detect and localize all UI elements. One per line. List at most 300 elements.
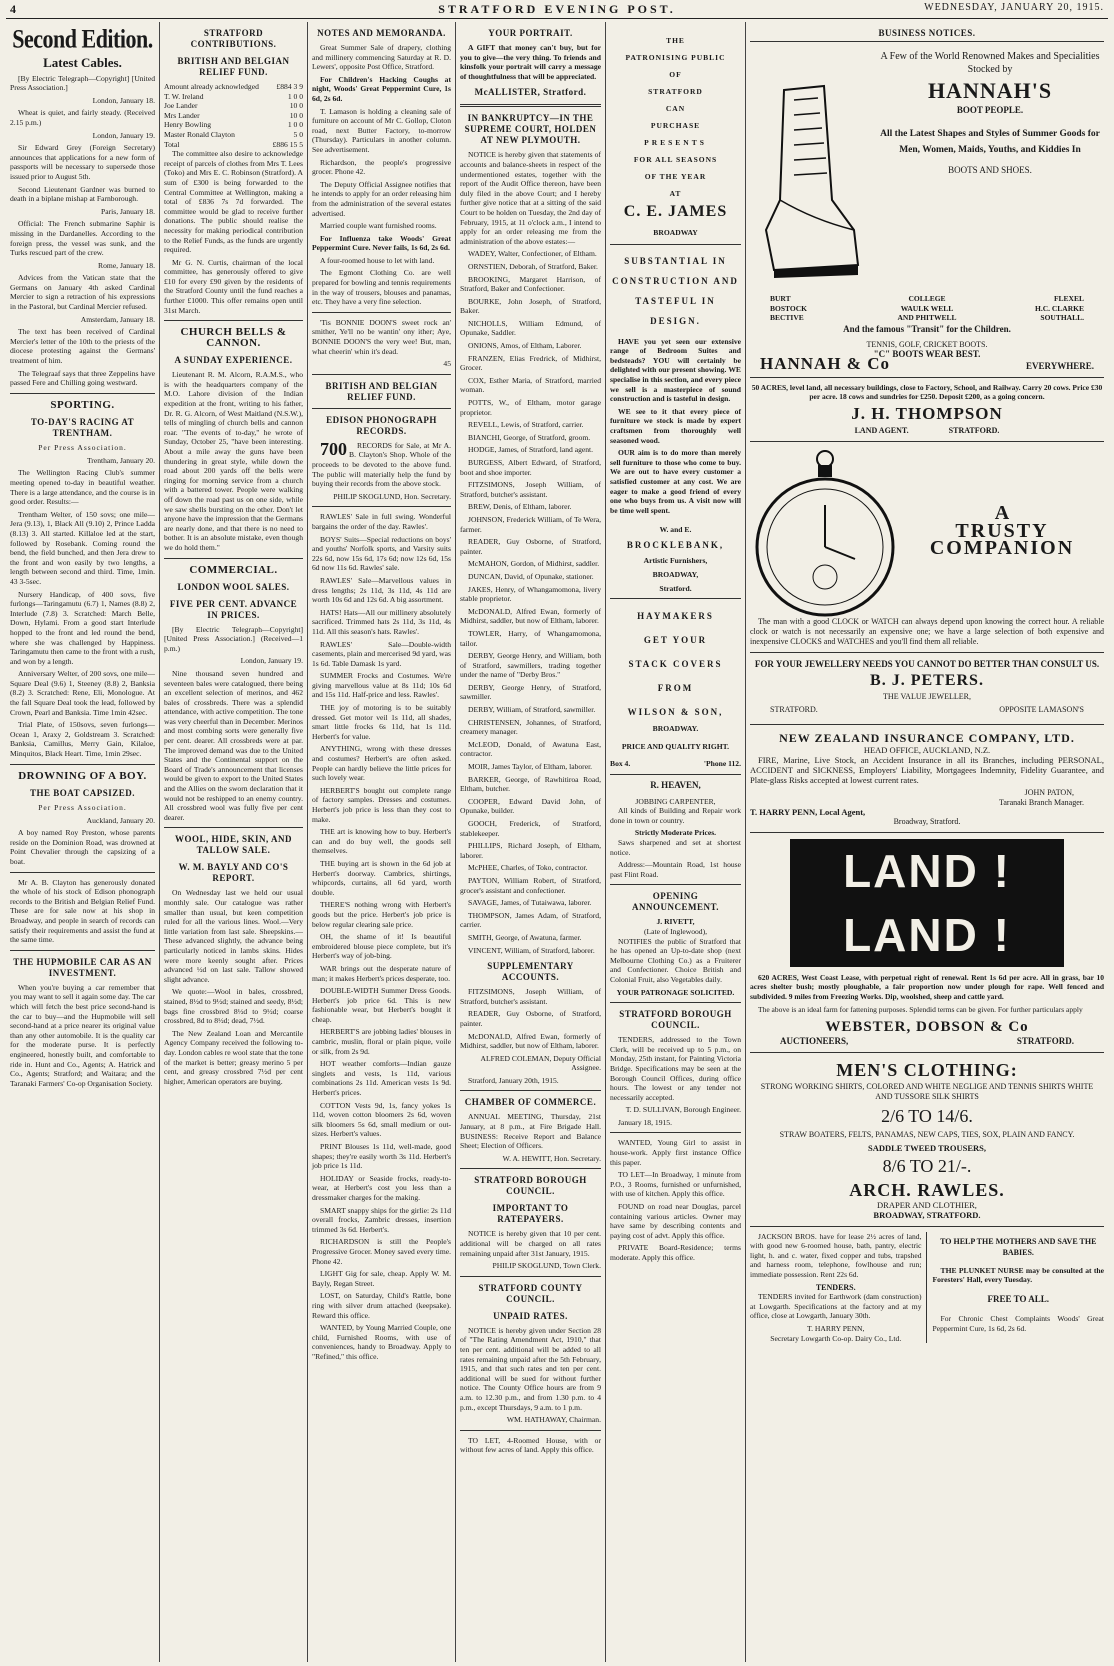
ratepayers-heading: IMPORTANT TO RATEPAYERS. <box>492 1203 569 1225</box>
column-5 <box>606 22 746 1662</box>
ad-line: HAYMAKERS <box>637 611 714 622</box>
classified-ad: PRIVATE Board-Residence; terms moderate. Apply this office. <box>610 1243 741 1262</box>
relief-fund-heading: BRITISH AND BELGIAN RELIEF FUND. <box>325 380 438 402</box>
business-notices-heading: BUSINESS NOTICES. <box>750 28 1104 42</box>
bankrupt-name: FITZSIMONS, Joseph William, of Stratford, butcher's assistant. <box>460 480 601 499</box>
divider <box>312 374 451 375</box>
press-credit: Per Press Association. <box>38 802 127 812</box>
dateline: London, January 19. <box>92 130 155 140</box>
bayly-heading: W. M. BAYLY AND CO'S REPORT. <box>178 862 289 884</box>
bonnie-doon-verse: 'Tis BONNIE DOON'S sweet rock an' smither, Ye'll no be wantin' ony ither; Aye, BONNIE DOON'S the very wee! But, man, what cheerin' whin it's dead. <box>312 317 451 356</box>
bankrupt-name: DERBY, George Henry, and William, both of Stratford, sawmillers, trading together under the name of "Derby Bros." <box>460 651 601 680</box>
classified-ad: HATS! Hats—All our millinery absolutely sacrificed. Trimmed hats 2s 11d, 3s 11d, 4s 11d. All this season's hats. Rawles'. <box>312 607 451 636</box>
divider <box>610 1132 741 1133</box>
divider <box>610 774 741 775</box>
divider <box>610 598 741 599</box>
penn-agent: T. HARRY PENN, Local Agent, <box>750 806 866 817</box>
cboots-line: "C" BOOTS WEAR BEST. <box>873 348 981 359</box>
wool-text: Nine thousand seven hundred and seventeen bales were catalogued, there being an excellent selection of merinos, and 462 bales of crossbreds. There was a splendid attendance, with active competition. The tone was very cheerful than in December. Merinos and most combing sorts were generally five per cent. dearer. All crossbreds were at par. The improved demand was due to the United States and the Continental support on the Board of Trade's announcement that licenses would be given to export to the United States and the Allies on the sworn declaration that it would not be reshipped to an enemy country. All crossbred wool was fully five per cent dearer. <box>164 668 303 822</box>
bankrupt-name: SMITH, George, of Awatuna, farmer. <box>468 932 582 942</box>
nz-insurance-name: NEW ZEALAND INSURANCE COMPANY, LTD. <box>779 730 1075 745</box>
column-6 <box>746 22 1108 1662</box>
dateline: Trentham, January 20. <box>86 455 155 465</box>
head-office: HEAD OFFICE, AUCKLAND, N.Z. <box>863 744 991 755</box>
racing-heading: TO-DAY'S RACING AT TRENTHAM. <box>30 416 135 438</box>
note-item: For Influenza take Woods' Great Peppermint Cure. Never fails, 1s 6d, 2s 6d. <box>312 233 451 253</box>
bankrupt-name: HODGE, James, of Stratford, land agent. <box>468 445 594 455</box>
heaven-text: All kinds of Building and Repair work done in town or country. <box>610 806 741 825</box>
boat-capsized-heading: THE BOAT CAPSIZED. <box>30 787 135 798</box>
classified-ad: LIGHT Gig for sale, cheap. Apply W. M. Bayly, Regan Street. <box>312 1269 451 1288</box>
bankrupt-name: JAKES, Henry, of Whangamomona, livery stable proprietor. <box>460 584 601 604</box>
penn-place: Broadway, Stratford. <box>893 817 961 827</box>
ad-line: FROM <box>657 683 694 694</box>
bankruptcy-text: NOTICE is hereby given that statements of accounts and balance-sheets in respect of the undermentioned estates, together with the report of the Audit Office thereon, have been duly filed in the above Court; and I hereby further give notice that at a sitting of the said Court to be holden on Tuesday, the 2nd day of February, 1915, at 11 o'clock a.m., I intend to apply for an order releasing me from the administration of the above estates:— <box>460 150 601 246</box>
chronic-text: For Chronic Chest Complaints Woods' Great Peppermint Cure, 1s 6d, 2s 6d. <box>932 1314 1104 1333</box>
hannah-text <box>880 50 1100 175</box>
supp-name: FITZSIMONS, Joseph William, of Stratford, butcher's assistant. <box>460 987 601 1006</box>
race-result: Nursery Handicap, of 400 sovs, five furlongs—Taringamutu (6.7) 1, Names (8.8) 2, Interlude (7.8) 3. Scratched: March Belle, Down, Hylami. From a good start Interlude hopped to the front and led round the bend, where she was challenged by Happiness. Taringamutu then came to the front with a rush, and won by a length. <box>10 589 155 666</box>
bankrupt-name: BARKER, George, of Rawhitiroa Road, Eltham, butcher. <box>460 774 601 794</box>
land-text: 620 ACRES, West Coast Lease, with perpetual right of renewal. Rent 1s 6d per acre. All in grass, bar 10 acres shelter bush; mostly ploughable, a fair proportion now under plough for rape. Well fenced and subdivided. 9 miles from Freezing Works. Dip, woolshed, sheep and cattle yard. <box>750 972 1104 1001</box>
thompson-text: 50 ACRES, level land, all necessary buildings, close to Factory, School, and Railway. Carry 20 cows. Price £30 per acre. 18 cows and sundries for £250. Deposit £200, as a going concern. <box>751 382 1103 402</box>
ad-line: OF <box>669 70 682 79</box>
issue-date: WEDNESDAY, JANUARY 20, 1915. <box>924 2 1104 13</box>
bankrupt-name: TOWLER, Harry, of Whangamomona, tailor. <box>460 628 601 648</box>
cable-byline: [By Electric Telegraph—Copyright] [United Press Association.] <box>10 73 155 93</box>
divider <box>460 1276 601 1277</box>
divider <box>750 441 1104 442</box>
peters-footer <box>750 701 1104 719</box>
classified-ad: WANTED, Young Girl to assist in house-work. Apply first instance Office this paper. <box>610 1138 741 1167</box>
total-row <box>164 140 303 150</box>
price-range-1: 2/6 TO 14/6. <box>881 1105 973 1126</box>
bankrupt-name: READER, Guy Osborne, of Stratford, painter. <box>460 537 601 556</box>
cable-item: The text has been received of Cardinal Mercier's letter of the 10th to the priests of the diocese protesting against the Germans' treatment of him. <box>10 327 155 366</box>
classified-ad: SUMMER Frocks and Costumes. We're giving marvellous value at 8s 11d; 10s 6d and 15s 11d. Half-price and less. Rawles'. <box>312 671 451 700</box>
make-name: H.C. CLARKE <box>1035 303 1084 313</box>
ad-line: STRATFORD <box>648 87 703 96</box>
classified-ad: PRINT Blouses 1s 11d, well-made, good shapes; they're easily worth 3s 11d. Herbert's job price 1s 11d. <box>312 1142 451 1171</box>
hupmobile-text: When you're buying a car remember that you may want to sell it again some day. The car which will fetch the best price second-hand is the car to buy—and the Hupmobile will sell second-hand at a price nearer its original value than any other automobile. It is the quality car for the moderate purse. It is perfectly engineered, honestly built, and comfortable to ride in. Hunt and Co., Agents; A. Hatrick and Co., Agents; Stratford; and Waitara; and the Taranaki Farmers' Co-op Organisation Society. <box>10 982 155 1088</box>
rivett-late: (Late of Inglewood), <box>643 926 708 936</box>
hannah-intro: A Few of the World Renowned Makes and Specialities Stocked by <box>880 51 1100 75</box>
column-1 <box>6 22 160 1662</box>
brocklebank-name: BROCKLEBANK, <box>626 539 725 550</box>
heaven-trade: JOBBING CARPENTER, <box>635 796 716 806</box>
donor-name: Henry Bowling <box>164 120 212 130</box>
boots-shoes: BOOTS AND SHOES. <box>948 164 1032 175</box>
peters-name: B. J. PETERS. <box>870 671 984 689</box>
signature: ALFRED COLEMAN, Deputy Official Assignee. <box>480 1053 601 1073</box>
divider <box>460 1090 601 1091</box>
classified-ad: WAR brings out the desperate nature of man; it makes Herbert's prices desperate, too. <box>312 963 451 983</box>
boot-people: BOOT PEOPLE. <box>956 105 1024 115</box>
brocklebank-initials: W. and E. <box>659 525 692 535</box>
classified-ad: THE joy of motoring is to be suitably dressed. Get motor veil 1s 11d, all shades, smart little frocks 6s 11d, hat 1s 11d. Herbert's for value. <box>312 703 451 741</box>
ad-number: 45 <box>443 359 451 369</box>
brocklebank-place: BROADWAY, <box>652 570 699 580</box>
total-value: £886 15 5 <box>272 139 303 149</box>
bankrupt-name: POTTS, W., of Eltham, motor garage proprietor. <box>460 398 601 417</box>
divider <box>460 104 601 107</box>
bankrupt-name: BURGESS, Albert Edward, of Stratford, boot and shoe importer. <box>460 458 601 477</box>
ratepayers-text: NOTICE is hereby given that 10 per cent. additional will be charged on all rates remaining unpaid after 31st January, 1915. <box>460 1229 601 1258</box>
portrait-text: A GIFT that money can't buy, but for you to give—the very thing. To friends and kinsfolk your portrait will carry a message of thoughtfulness that will be appreciated. <box>460 43 601 81</box>
drowning-heading: DROWNING OF A BOY. <box>18 769 147 782</box>
make-name: BURT <box>770 294 791 303</box>
bankrupt-name: DERBY, William, of Stratford, sawmiller. <box>468 705 596 715</box>
auctioneers: AUCTIONEERS, <box>780 1036 849 1047</box>
bankrupt-name: ORNSTIEN, Deborah, of Stratford, Baker. <box>468 261 598 271</box>
bankrupt-name: COX, Esther Maria, of Stratford, married woman. <box>460 375 601 395</box>
dateline: Rome, January 18. <box>98 260 155 270</box>
hannah-co: HANNAH & Co <box>760 354 890 374</box>
webster-town: STRATFORD. <box>1016 1036 1074 1047</box>
make-name: FLEXEL <box>1053 294 1084 303</box>
donor-name: Mrs Lander <box>164 110 200 120</box>
peters-opposite: OPPOSITE LAMASON'S <box>999 705 1084 715</box>
transit-line: And the famous "Transit" for the Children. <box>843 323 1011 334</box>
press-credit: Per Press Association. <box>38 442 127 452</box>
donor-amount: 10 0 <box>289 110 303 120</box>
commercial-heading: COMMERCIAL. <box>189 563 278 576</box>
classified-ad: THERE'S nothing wrong with Herbert's goods but the price. Herbert's job price is below regular clearing sale price. <box>312 900 451 929</box>
peters-ad <box>750 447 1104 617</box>
tenders-text: TENDERS invited for Earthwork (dam construction) at Lowgarth. Specifications at the factory and at my office, close at Lowgarth, January 30th. <box>750 1292 922 1321</box>
second-edition-heading: Second Edition. <box>12 23 153 54</box>
bankrupt-name: SAVAGE, James, of Tutaiwawa, laborer. <box>468 898 592 908</box>
ad-line: PURCHASE <box>650 121 701 130</box>
donor-amount: 1 0 0 <box>287 120 303 130</box>
donor-amount: 1 0 0 <box>287 91 303 101</box>
column-2 <box>160 22 308 1662</box>
donor-amount: 10 0 <box>289 101 303 111</box>
classified-ad: BOYS' Suits—Special reductions on boys' and youths' Norfolk sports, and Varsity suits 22s 6d, now 15s 6d, 17s 6d; now 12s 6d, 15s 6d now 11s 6d. Rawles' sale. <box>312 534 451 573</box>
race-result: Trial Plate, of 150sovs, seven furlongs—Ocean 1, Araxy 2, Goldstream 3. Scratched: Banksia, Camillus, Merry Gain, Kilaloe, Minquitos, Black Heart. Time, 1min 29sec. <box>10 720 155 759</box>
price-quality: PRICE AND QUALITY RIGHT. <box>621 741 730 751</box>
brocklebank-town: Stratford. <box>659 583 692 593</box>
plunket-text: THE PLUNKET NURSE may be consulted at the Foresters' Hall, every Tuesday. <box>932 1265 1104 1285</box>
contribution-row <box>164 101 303 111</box>
jackson-ad: JACKSON BROS. have for lease 2½ acres of land, with good new 6-roomed house, bath, pantry, electric light, h. and c. water, fixed copper and tubs, trapshed and harness room, telephone, fowlhouse and run; immediate possession. Rent 22s 6d. <box>750 1231 922 1279</box>
signature: W. A. HEWITT, Hon. Secretary. <box>502 1153 601 1163</box>
classified-ad: HERBERT'S are jobbing ladies' blouses in cambric, muslin, floral or plain pique, voile or silk, from 2s 9d. <box>312 1027 451 1056</box>
tenders-text: TENDERS, addressed to the Town Clerk, will be received up to 5 p.m., on Monday, 25th instant, for Painting Victoria Bridge. Specifications may be seen at the Borough Council Offices, during office hours. The lowest or any tender not necessarily accepted. <box>610 1035 741 1102</box>
saddle-trousers: SADDLE TWEED TROUSERS, <box>867 1142 987 1153</box>
supp-name: McDONALD, Alfred Ewan, formerly of Midhirst, saddler, but now of Eltham, laborer. <box>460 1031 601 1051</box>
clock-text: The man with a good CLOCK or WATCH can always depend upon knowing the correct hour. A reliable clock or watch is not necessarily an expensive one; we have a large selection of both expensive and inexpensive CLOCKS and WATCHES and you'll find them all reliable. <box>750 616 1104 646</box>
james-name: C. E. JAMES <box>623 203 728 220</box>
portrait-heading: YOUR PORTRAIT. <box>488 28 573 38</box>
brocklebank-sub: Artistic Furnishers, <box>643 556 708 566</box>
ad-line: OF THE YEAR <box>644 172 707 181</box>
hannah-name: HANNAH'S <box>927 78 1053 103</box>
divider <box>610 244 741 245</box>
classified-ad: ANYTHING, wrong with these dresses and costumes? Herbert's are often asked. People can hardly believe the little prices for such lovely wear. <box>312 744 451 783</box>
our-aim-text: OUR aim is to do more than merely sell furniture to those who come to buy. We are out to have every customer a satisfied customer at any cost. We are eager to make a good friend of every one who buys from us. A visit now will be time well spent. <box>610 448 741 515</box>
column-4 <box>456 22 606 1662</box>
donor-amount: 5 0 <box>293 129 303 139</box>
bankrupt-name: PHILLIPS, Richard Joseph, of Eltham, laborer. <box>460 841 601 860</box>
james-place: BROADWAY <box>653 228 698 237</box>
box-number: Box 4. <box>610 759 631 769</box>
nzloan-text: The New Zealand Loan and Mercantile Agency Company received the following to-day. London cables re wool state that the tone of the market is better; greasy merino 5 per cent, and greasy crossbred 7½d per cent higher, American operators are buying. <box>164 1028 303 1086</box>
bankrupt-name: McDONALD, Alfred Ewan, formerly of Midhirst, saddler, but now of Eltham, laborer. <box>460 606 601 626</box>
bankrupt-name: ONIONS, Amos, of Eltham, Laborer. <box>468 341 582 351</box>
latest-cables-heading: Latest Cables. <box>43 55 122 70</box>
make-name: COLLEGE <box>908 294 946 303</box>
moderate-prices: Strictly Moderate Prices. <box>634 828 717 838</box>
divider <box>750 1052 1104 1053</box>
heaven-name: R. HEAVEN, <box>650 780 701 791</box>
church-text: Lieutenant R. M. Alcorn, R.A.M.S., who is with the headquarters company of the M.O. Lahore division of the Indian expedition at the front, writing to his father, Dr. R. G. Alcorn, of West Maitland (N.S.W.), tells of mingling of church bells and cannon roar. "The events of to-day," he wrote of Sunday, October 25, "have been interesting. About a mile away the guns have been thundering in great style, while down the road about 200 yards off the bells were ringing for morning service from a church with a battered tower. People were walking off down the road past us on one side, while we saw shells bursting on the other. Don't let anyone have the impression that the Germans are nearly done, and that there is no need to bother. It is an absolute mistake, even though we do hold them." <box>164 370 303 552</box>
divider <box>750 832 1104 833</box>
ad-line: PRESENTS <box>644 138 707 147</box>
classified-ad: HOLIDAY or Seaside frocks, ready-to-wear, at Herbert's cost you less than a dressmaker charges for the making. <box>312 1173 451 1202</box>
unpaid-text: NOTICE is hereby given under Section 28 of "The Rating Amendment Act, 1910," that ten per cent. additional will be added to all rates remaining unpaid after the 5th February, 1915, and that such rates and ten per cent. additional will be sued for without further notice. The County Office hours are from 9 a.m. to 12.30 p.m., and from 1.30 p.m. to 4 p.m., except Thursdays, 9 a.m. to 1 p.m. <box>460 1325 601 1412</box>
ad-line: THE <box>666 36 685 45</box>
bankrupt-name: BROOKING, Margaret Harrison, of Stratford, Baker and Confectioner. <box>460 274 601 294</box>
mens-clothing: MEN'S CLOTHING: <box>836 1059 1018 1080</box>
classified-ad: DOUBLE-WIDTH Summer Dress Goods. Herbert's job price 6d. This is new fashionable wear, but Herbert's bought it cheap. <box>312 986 451 1024</box>
divider <box>10 393 155 394</box>
classified-ad: RAWLES' Sale in full swing. Wonderful bargains the order of the day. Rawles'. <box>312 512 451 531</box>
note-item: Great Summer Sale of drapery, clothing and millinery commencing Saturday at R. D. Lewers', opposite Post Office, Stratford. <box>312 43 451 72</box>
thompson-town: STRATFORD. <box>948 426 1000 436</box>
divider <box>312 312 451 313</box>
make-name: SOUTHALL. <box>1040 313 1084 322</box>
signature: PHILIP SKOGLUND, Town Clerk. <box>492 1261 601 1271</box>
divider <box>460 1430 601 1431</box>
nz-text: FIRE, Marine, Live Stock, an Accident Insurance in all its Branches, including PERSONAL, ACCIDENT and SICKNESS, Employers' Liability, Mortgagees Indemnity, Fidelity Guarantee, and Plate-glass Risks accepted at lowest current rates. <box>750 755 1104 786</box>
church-heading: CHURCH BELLS & CANNON. <box>180 326 287 350</box>
everywhere: EVERYWHERE. <box>1026 361 1094 372</box>
hannah-ad <box>750 46 1104 294</box>
divider <box>164 320 303 321</box>
cable-item: Advices from the Vatican state that the Germans on January 4th asked Cardinal Mercier to sign a retraction of his expressions in the Pastoral, but Cardinal Mercier refused. <box>10 273 155 312</box>
divider <box>164 827 303 828</box>
divider <box>10 872 155 873</box>
bankrupt-name: NICHOLLS, William Edmund, of Opunake, Saddler. <box>460 318 601 338</box>
ad-line: CAN <box>665 104 686 113</box>
note-item: A four-roomed house to let with land. <box>320 255 435 265</box>
james-ad <box>610 32 741 202</box>
ad-line: GET YOUR <box>643 635 708 646</box>
penn-sig: T. HARRY PENN, <box>807 1323 865 1333</box>
thompson-footer <box>750 426 1104 436</box>
divider <box>750 724 1104 725</box>
thompson-name: J. H. THOMPSON <box>851 404 1003 424</box>
race-result: Anniversary Welter, of 200 sovs, one mile—Square Deal (9.6) 1, Steeney (8.8) 2, Banksia (8.2) 3. Scratched: Rene, Eli, Monologue. At the fall Square Deal took the lead, followed by Crown, Pearl and Banksia. Time 1min 42sec. <box>10 669 155 717</box>
haymakers-ad <box>610 604 741 724</box>
draper: DRAPER AND CLOTHIER, <box>877 1200 977 1211</box>
lowgarth: Secretary Lowgarth Co-op. Dairy Co., Ltd. <box>770 1333 902 1343</box>
bayly-text: On Wednesday last we held our usual monthly sale. Our catalogue was rather smaller than usual, but keen competition ruled for all the various lines. Wool.—Very little variation from last sale. Sheepskins.—These advanced slightly, the advance being particularly noticed in lambs skins. Hides were more keenly sought after. Prices advanced ½d on last sale. Tallow showed slight advance. <box>164 888 303 984</box>
page-number: 4 <box>10 2 16 16</box>
sunday-heading: A SUNDAY EXPERIENCE. <box>174 355 293 366</box>
we-see-text: WE see to it that every piece of furniture we stock is made by expert craftsmen from thoroughly well seasoned wood. <box>610 406 741 445</box>
divider <box>750 1226 1104 1227</box>
supp-name: READER, Guy Osborne, of Stratford, painter. <box>460 1009 601 1028</box>
county-heading: STRATFORD COUNTY COUNCIL. <box>478 1282 583 1304</box>
classified-ad: RICHARDSON is still the People's Progressive Grocer. Money saved every time. Phone 42. <box>312 1237 451 1266</box>
contribution-row <box>164 120 303 130</box>
peters-town: STRATFORD. <box>770 705 818 715</box>
clayton-notice: Mr A. B. Clayton has generously donated the whole of his stock of Edison phonograph records to the British and Belgian Relief Fund. These are for sale now at his shop in Broadway, and people in search of records can satisfy their requirements and assist the fund at the same time. <box>10 877 155 945</box>
land-banner: LAND ! LAND ! <box>790 839 1064 967</box>
amount-label: Amount already acknowledged <box>164 82 259 91</box>
webster-footer <box>750 1037 1104 1047</box>
divider <box>750 377 1104 378</box>
tennis-line: TENNIS, GOLF, CRICKET BOOTS. <box>866 340 988 350</box>
donor-name: Joe Lander <box>164 101 198 111</box>
arch-rawles: ARCH. RAWLES. <box>849 1180 1005 1201</box>
classified-ad: WANTED, by Young Married Couple, one child, Furnished Rooms, with use of conveniences, handy to Broadway. Apply to "Refined," this office. <box>312 1323 451 1361</box>
chamber-heading: CHAMBER OF COMMERCE. <box>464 1097 597 1108</box>
bottom-right <box>933 1232 1105 1344</box>
bankrupt-name: MOIR, James Taylor, of Eltham, laborer. <box>468 762 593 772</box>
divider <box>610 1002 741 1003</box>
bankrupt-name: McMAHON, Gordon, of Midhirst, saddler. <box>468 559 600 569</box>
cable-item: Wheat is quiet, and fairly steady. (Received 2.15 p.m.) <box>10 108 155 127</box>
bankruptcy-heading: IN BANKRUPTCY—IN THE SUPREME COURT, HOLDEN AT NEW PLYMOUTH. <box>464 113 597 146</box>
tenders-heading: TENDERS. <box>815 1282 856 1292</box>
bankrupt-name: PAYTON, William Robert, of Stratford, grocer's assistant and confectioner. <box>460 875 601 895</box>
ad-line: AT <box>669 189 682 198</box>
bottom-ads <box>750 1232 1104 1344</box>
advance-heading: FIVE PER CENT. ADVANCE IN PRICES. <box>169 598 298 620</box>
classified-ad: HERBERT'S bought out complete range of factory samples. Dresses and costumes. Herbert's job price is less than they cost to make. <box>312 785 451 824</box>
mcallister-sig: McALLISTER, Stratford. <box>474 87 587 98</box>
bankrupt-name: VINCENT, William, of Stratford, laborer. <box>468 945 595 955</box>
taranaki-manager: Taranaki Branch Manager. <box>999 798 1084 808</box>
classified-ad: THE art is knowing how to buy. Herbert's can and do buy well, the goods sell themselves. <box>312 827 451 856</box>
note-item: T. Lamason is holding a cleaning sale of furniture on account of Mr C. Gollop, Cloton road, next Butter Factory, to-morrow (Thursday). Particulars in another column. See advertisement. <box>312 106 451 154</box>
note-item: Married couple want furnished rooms. <box>320 221 437 231</box>
tolet-ad: TO LET, 4-Roomed House, with or without few acres of land. Apply this office. <box>460 1435 601 1455</box>
hannah-footer <box>750 354 1104 374</box>
land-agent: LAND AGENT. <box>854 426 909 436</box>
land-text-2: The above is an ideal farm for fattening purposes. Splendid terms can be given. For further particulars apply <box>758 1004 1083 1014</box>
divider <box>164 558 303 559</box>
race-result: Trentham Welter, of 150 sovs; one mile—Jera (9.13), 1, Black All (9.10) 2, Prince Ladda (8.13) 3. All started. Killaloe led at the start, followed by Rosebank. Coming round the bend, the field bunched, and then Jera drew to the front and won easily by two lengths, a length between second and third. Time, 1min. 43 3-5sec. <box>10 509 155 586</box>
dateline: Auckland, January 20. <box>86 815 155 825</box>
newspaper-title: STRATFORD EVENING POST. <box>438 2 676 16</box>
bankrupt-name: THOMPSON, James Adam, of Stratford, carrier. <box>460 910 601 930</box>
dateline: Paris, January 18. <box>101 206 155 216</box>
ad-line: FOR ALL SEASONS <box>633 155 718 164</box>
sporting-heading: SPORTING. <box>50 398 115 411</box>
racing-text: The Wellington Racing Club's summer meeting opened to-day in beautiful weather. There is a large attendance, and the course is in good order. Results:— <box>10 468 155 507</box>
amount-value: £884 3 9 <box>276 82 303 91</box>
chamber-text: ANNUAL MEETING, Thursday, 21st January, at 8 p.m., at Fire Brigade Hall. BUSINESS: Receive Report and Balance Sheet; Election of Officers. <box>460 1112 601 1151</box>
divider <box>610 884 741 885</box>
masthead <box>6 2 1108 19</box>
dateline: Amsterdam, January 18. <box>80 314 155 324</box>
ad-line: STACK COVERS <box>628 659 723 670</box>
signature: T. D. SULLIVAN, Borough Engineer. <box>625 1105 741 1115</box>
phone-number: 'Phone 112. <box>703 759 741 769</box>
opening-heading: OPENING ANNOUNCEMENT. <box>631 891 720 913</box>
total-label: Total <box>164 139 180 149</box>
contribution-row <box>164 92 303 102</box>
make-name: AND PHITWELL <box>897 313 957 322</box>
classified-ad: LOST, on Saturday, Child's Rattle, bone ring with silver drum attached (keepsake). Reward this office. <box>312 1291 451 1320</box>
divider <box>312 506 451 507</box>
borough-heading: STRATFORD BOROUGH COUNCIL. <box>474 1175 587 1197</box>
ad-line: PATRONISING PUBLIC <box>625 53 726 62</box>
fund-text: The committee also desire to acknowledge receipt of parcels of clothes from Mrs T. Lees (Toko) and Mrs E. C. Robinson (Stratford). A sum of £300 is being forwarded to the Central Committee at Wellington, making a total of £836 7s 7d forwarded. The committee would be glad to receive further donations. The public should realise the necessity for making periodical contribution to the Relief Funds, as the funds are urgently required. <box>164 149 303 255</box>
bankrupt-name: McPHEE, Charles, of Toko, contractor. <box>468 863 588 873</box>
classified-ad: OH, the shame of it! Is beautiful embroidered blouse piece complete, but it's Herbert's way of job-bing. <box>312 932 451 961</box>
contributions-heading: STRATFORD CONTRIBUTIONS. <box>190 28 277 49</box>
quote-text: We quote:—Wool in bales, crossbred, stained, 8½d to 9½d; stained and seedy, 8½d; bags fine crossbred 8½d to 9½d; coarse crossbred, 8d to 8½d; dead, 7½d. <box>164 987 303 1026</box>
edison-heading: EDISON PHONOGRAPH RECORDS. <box>326 414 437 436</box>
divider <box>10 764 155 765</box>
makes-grid <box>750 294 1104 323</box>
classified-ad: RAWLES' Sale—Marvellous values in dress lengths; 2s 11d, 3s 11d, 4s 11d are worth 10s 6d and 12s 6d. A big assortment. <box>312 575 451 605</box>
value-jeweller: THE VALUE JEWELLER, <box>883 691 971 701</box>
divider <box>312 408 451 409</box>
drowning-text: A boy named Roy Preston, whose parents reside on the Dominion Road, was drowned at Point Chevalier through the capsizing of a boat. <box>10 828 155 866</box>
webster-name: WEBSTER, DOBSON & Co <box>825 1019 1029 1036</box>
classified-ad: SMART snappy ships for the girlie: 2s 11d overall frocks, Zambric dresses, insertion trimmed 3s 6d. Herbert's. <box>312 1205 451 1234</box>
classified-ad: THE buying art is shown in the 6d job at Herbert's doorway. Cambrics, shirtings, whipcords, curtains, all 6d yard, worth double. <box>312 858 451 897</box>
relief-fund-heading: BRITISH AND BELGIAN RELIEF FUND. <box>177 56 290 77</box>
watch-illustration <box>750 447 900 617</box>
trusty-text <box>900 502 1104 560</box>
bankrupt-name: FRANZEN, Elias Fredrick, of Midhirst, Grocer. <box>460 353 601 373</box>
contribution-row <box>164 111 303 121</box>
free-to-all: FREE TO ALL. <box>987 1293 1049 1304</box>
dateline: January 18, 1915. <box>618 1117 672 1127</box>
edison-text: RECORDS for Sale, at Mr A. B. Clayton's Shop. Whole of the proceeds to be devoted to the above fund. The public will materially help the fund by buying their records from the above stock. <box>312 440 451 489</box>
companion-word: COMPANION <box>929 537 1075 560</box>
donor-name: Master Ronald Clayton <box>164 129 235 139</box>
classified-ad: RAWLES' Sale—Double-width casements, plain and mercerised 9d yard, was 1s 6d. Table Damask 1s yard. <box>312 639 451 668</box>
bankrupt-name: McLEOD, Donald, of Awatuna East, contractor. <box>460 739 601 759</box>
hupmobile-heading: THE HUPMOBILE CAR AS AN INVESTMENT. <box>13 956 152 978</box>
contribution-row <box>164 130 303 140</box>
bankrupt-name: CHRISTENSEN, Johannes, of Stratford, creamery manager. <box>460 717 601 737</box>
divider <box>750 652 1104 653</box>
dateline: London, January 19. <box>240 656 303 666</box>
trusty-a: A <box>994 502 1010 525</box>
dateline: Stratford, January 20th, 1915. <box>468 1075 559 1085</box>
rivett-name: J. RIVETT, <box>656 917 695 927</box>
sbc-heading: STRATFORD BOROUGH COUNCIL. <box>619 1009 732 1031</box>
wilson-place: BROADWAY. <box>652 724 699 734</box>
cable-item: Official: The French submarine Saphir is missing in the Dardanelles. According to the foreign press, the vessel was sunk, and the Turks rescued part of the crew. <box>10 219 155 258</box>
classified-ad: HOT weather comforts—Indian gauze singlets and vests, 1s 11d, various combinations 2s 11d. American vests 1s 9d. Herbert's prices. <box>312 1059 451 1098</box>
signature: WM. HATHAWAY, Chairman. <box>506 1415 601 1425</box>
rivett-text: NOTIFIES the public of Stratford that he has opened an Up-to-date shop (next Melbourne Clothing Co.) as a Fruiterer and Confectioner. Choice British and Colonial Fruit, also Vegetables daily. <box>610 936 741 984</box>
bankrupt-name: BREW, Denis, of Eltham, laborer. <box>468 502 572 512</box>
edison-count: 700 <box>320 438 347 459</box>
make-name: BOSTOCK <box>770 303 807 313</box>
wool-sales-heading: LONDON WOOL SALES. <box>177 581 290 592</box>
wool-byline: [By Electric Telegraph—Copyright] [United Press Association.] (Received—1 p.m.) <box>164 624 303 653</box>
mothers-heading: TO HELP THE MOTHERS AND SAVE THE BABIES. <box>940 1236 1097 1257</box>
trusty-word: TRUSTY <box>955 519 1049 542</box>
divider <box>10 950 155 951</box>
latest-shapes: All the Latest Shapes and Styles of Summer Goods for Men, Women, Maids, Youths, and Kiddies In <box>880 128 1100 155</box>
shirts-text: STRONG WORKING SHIRTS, COLORED AND WHITE NEGLIGE AND TENNIS SHIRTS WHITE AND TUSSORE SILK SHIRTS <box>760 1081 1094 1101</box>
note-item: Richardson, the people's progressive grocer. Phone 42. <box>312 157 451 177</box>
amount-row <box>164 82 303 92</box>
signature: PHILIP SKOGLUND, Hon. Secretary. <box>333 491 451 501</box>
